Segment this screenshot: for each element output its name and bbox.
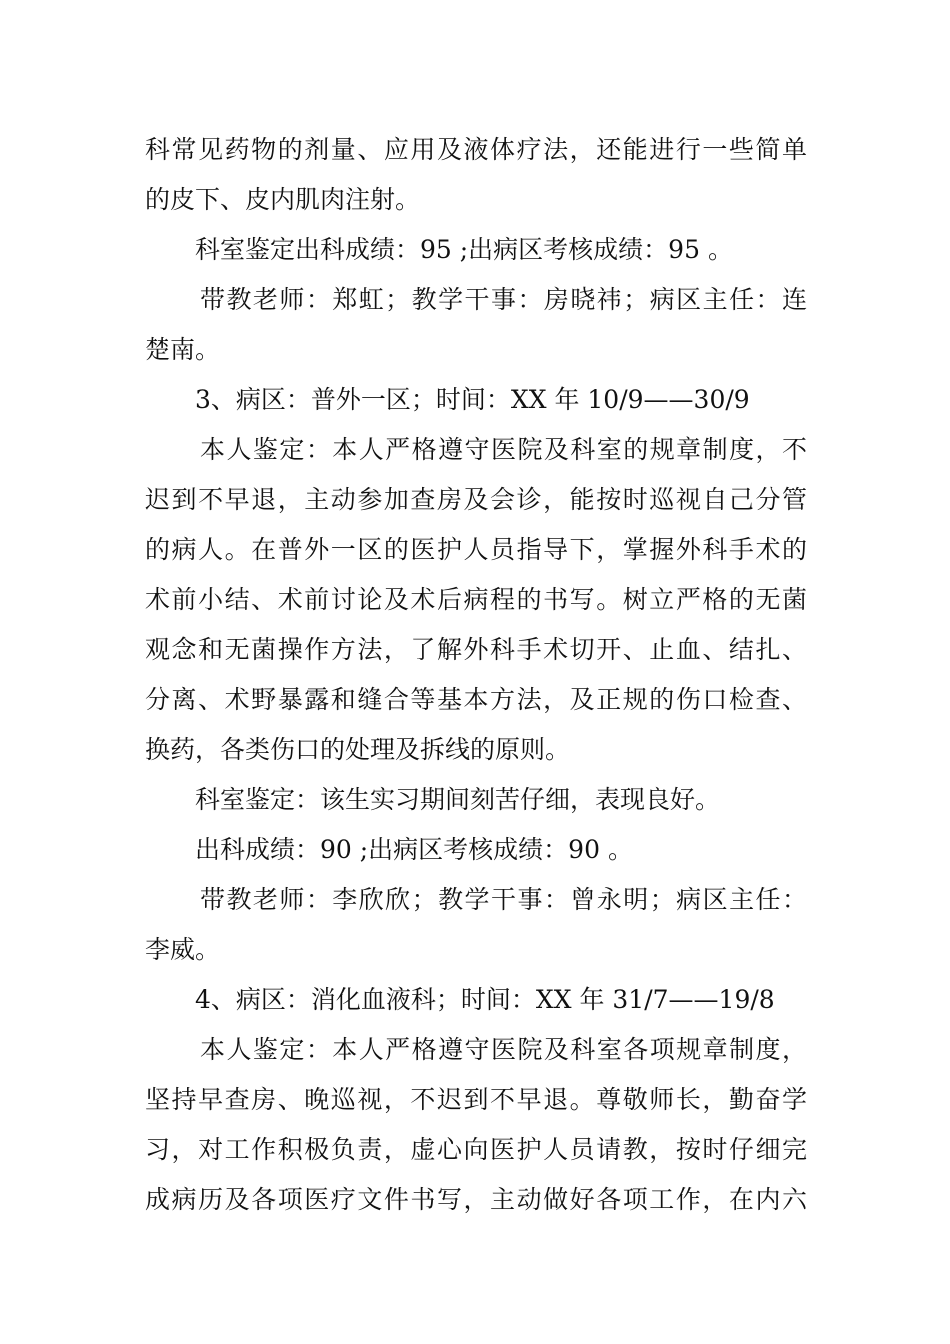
text-line: 坚持早查房、晚巡视，不迟到不早退。尊敬师长，勤奋学: [145, 1085, 807, 1114]
text-line: 带教老师：郑虹；教学干事：房晓祎；病区主任：连: [200, 285, 807, 314]
text-line: 出科成绩：90 ;出病区考核成绩：90 。: [195, 835, 633, 864]
text-line: 的病人。在普外一区的医护人员指导下，掌握外科手术的: [145, 535, 807, 564]
text-line: 本人鉴定：本人严格遵守医院及科室各项规章制度，: [200, 1035, 807, 1064]
text-line: 习，对工作积极负责，虚心向医护人员请教，按时仔细完: [145, 1135, 807, 1164]
text-line: 分离、术野暴露和缝合等基本方法，及正规的伤口检查、: [145, 685, 807, 714]
text-line: 楚南。: [145, 335, 221, 364]
text-line: 观念和无菌操作方法，了解外科手术切开、止血、结扎、: [145, 635, 807, 664]
text-line: 术前小结、术前讨论及术后病程的书写。树立严格的无菌: [145, 585, 807, 614]
text-line: 换药，各类伤口的处理及拆线的原则。: [145, 735, 571, 764]
text-line: 成病历及各项医疗文件书写，主动做好各项工作，在内六: [145, 1185, 807, 1214]
text-line: 科室鉴定：该生实习期间刻苦仔细，表现良好。: [195, 785, 721, 814]
text-line: 迟到不早退，主动参加查房及会诊，能按时巡视自己分管: [145, 485, 807, 514]
text-line: 科室鉴定出科成绩：95 ;出病区考核成绩：95 。: [195, 235, 733, 264]
text-line: 本人鉴定：本人严格遵守医院及科室的规章制度，不: [200, 435, 807, 464]
text-line: 3、病区：普外一区；时间：XX 年 10/9——30/9: [195, 385, 750, 414]
text-line: 李威。: [145, 935, 221, 964]
text-line: 的皮下、皮内肌肉注射。: [145, 185, 421, 214]
text-line: 4、病区：消化血液科；时间：XX 年 31/7——19/8: [195, 985, 775, 1014]
text-line: 科常见药物的剂量、应用及液体疗法，还能进行一些简单: [145, 135, 807, 164]
text-line: 带教老师：李欣欣；教学干事：曾永明；病区主任：: [200, 885, 807, 914]
